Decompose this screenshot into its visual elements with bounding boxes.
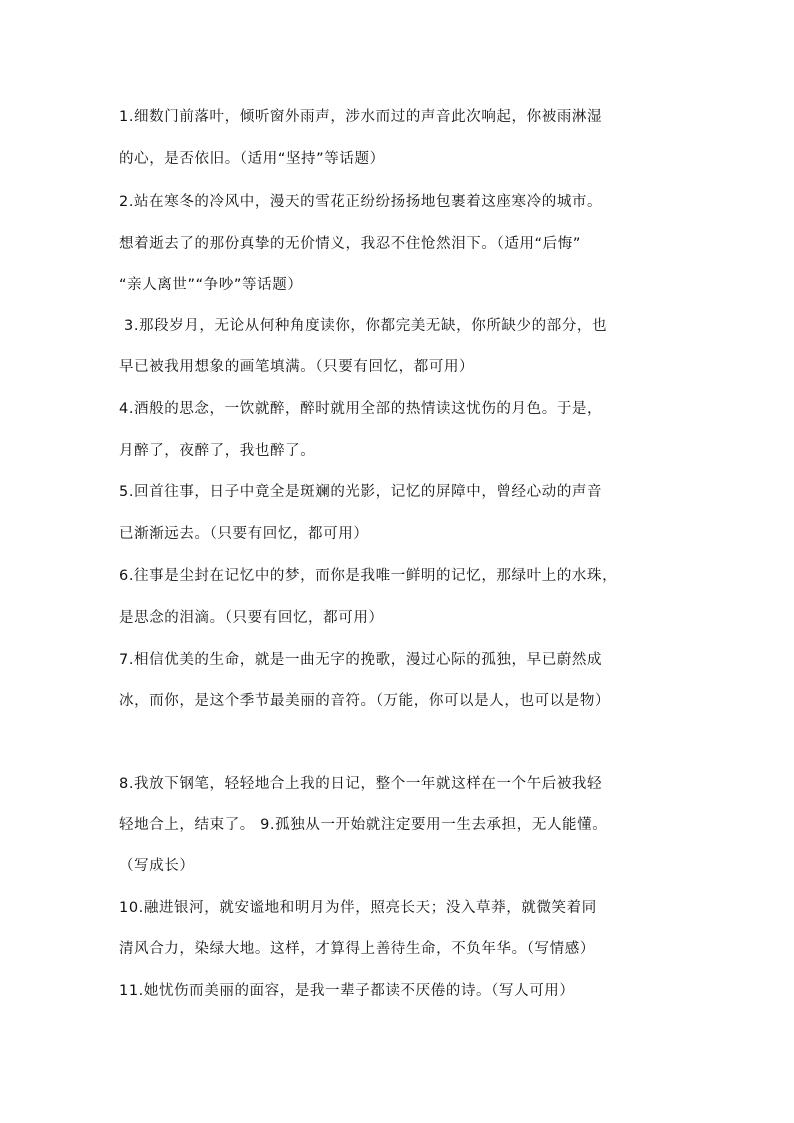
- text-line: 5.回首往事，日子中竟全是斑斓的光影，记忆的屏障中，曾经心动的声音: [119, 484, 603, 500]
- text-line: 8.我放下钢笔，轻轻地合上我的日记，整个一年就这样在一个午后被我轻: [119, 776, 603, 792]
- text-line: 10.融进银河，就安谧地和明月为伴，照亮长天；没入草莽，就微笑着同: [119, 900, 597, 916]
- text-line: 1.细数门前落叶，倾听窗外雨声，涉水而过的声音此次响起，你被雨淋湿: [119, 109, 603, 125]
- text-line: 轻地合上，结束了。 9.孤独从一开始就注定要用一生去承担，无人能懂。: [119, 817, 608, 833]
- text-line: 想着逝去了的那份真挚的无价情义，我忍不住怆然泪下。（适用“后悔”: [119, 236, 581, 252]
- text-line: “亲人离世”“争吵”等话题）: [119, 277, 303, 293]
- text-line: 冰，而你，是这个季节最美丽的音符。（万能，你可以是人，也可以是物）: [119, 693, 611, 709]
- text-line: 7.相信优美的生命，就是一曲无字的挽歌，漫过心际的孤独，早已蔚然成: [119, 652, 603, 668]
- text-line: 3.那段岁月，无论从何种角度读你，你都完美无缺，你所缺少的部分，也: [124, 318, 608, 334]
- text-line: 6.往事是尘封在记忆中的梦，而你是我唯一鲜明的记忆，那绿叶上的水珠，: [119, 568, 618, 584]
- text-line: 4.酒般的思念，一饮就醉，醉时就用全部的热情读这忧伤的月色。于是，: [119, 401, 603, 417]
- text-line: 11.她忧伤而美丽的面容，是我一辈子都读不厌倦的诗。（写人可用）: [119, 983, 575, 999]
- text-line: 早已被我用想象的画笔填满。（只要有回忆，都可用）: [119, 359, 475, 375]
- text-line: 的心，是否依旧。（适用“坚持”等话题）: [119, 151, 385, 167]
- text-line: 是思念的泪滴。（只要有回忆，都可用）: [119, 610, 384, 626]
- text-line: 2.站在寒冬的冷风中，漫天的雪花正纷纷扬扬地包裹着这座寒冷的城市。: [119, 194, 603, 210]
- text-line: 月醉了，夜醉了，我也醉了。: [119, 443, 316, 459]
- text-line: 清风合力，染绿大地。这样，才算得上善待生命，不负年华。（写情感）: [119, 941, 595, 957]
- text-line: （写成长）: [119, 858, 195, 874]
- text-line: 已渐渐远去。（只要有回忆，都可用）: [119, 526, 369, 542]
